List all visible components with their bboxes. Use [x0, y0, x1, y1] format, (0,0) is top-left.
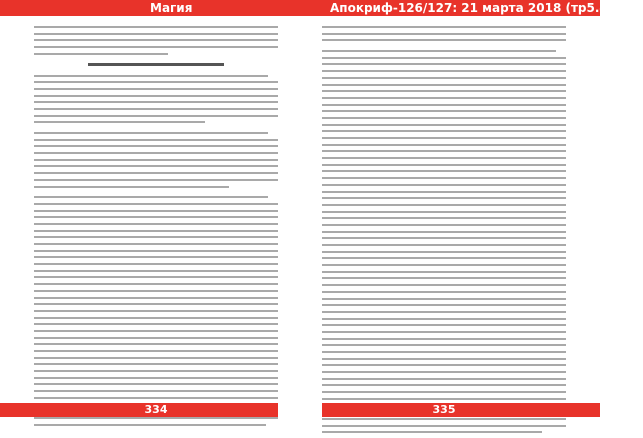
text-line [34, 75, 268, 77]
text-line [34, 283, 278, 285]
text-line [322, 425, 566, 427]
text-line [34, 115, 278, 117]
footer-right-bar [566, 403, 600, 417]
text-line [34, 39, 278, 41]
text-line [322, 50, 556, 52]
text-line [34, 152, 278, 154]
text-line [322, 191, 566, 193]
text-line [34, 139, 278, 141]
text-line [322, 418, 566, 420]
text-line [322, 70, 566, 72]
text-line [34, 337, 278, 339]
text-line [322, 391, 566, 393]
text-line [322, 291, 566, 293]
text-line [34, 88, 278, 90]
text-line [322, 77, 566, 79]
text-line [322, 324, 566, 326]
text-line [322, 304, 566, 306]
text-line [322, 351, 566, 353]
text-line [34, 101, 278, 103]
text-line [322, 33, 566, 35]
text-line [322, 144, 566, 146]
text-line [322, 63, 566, 65]
text-line [322, 224, 566, 226]
text-line [34, 377, 278, 379]
text-line [34, 250, 278, 252]
text-line [34, 303, 278, 305]
text-line [34, 370, 278, 372]
text-line [322, 97, 566, 99]
text-line [322, 157, 566, 159]
text-line [322, 284, 566, 286]
text-line [322, 271, 566, 273]
page-number-right: 335 [322, 403, 566, 417]
text-line [322, 110, 566, 112]
text-line [322, 130, 566, 132]
text-line [322, 170, 566, 172]
text-line [34, 256, 278, 258]
text-line [322, 264, 566, 266]
text-line [34, 132, 268, 134]
text-line [34, 263, 278, 265]
text-line [34, 357, 278, 359]
text-line [322, 117, 566, 119]
text-line [34, 95, 278, 97]
text-line [322, 57, 566, 59]
text-line [34, 186, 229, 188]
text-line [34, 276, 278, 278]
text-line [322, 431, 542, 433]
text-line [322, 364, 566, 366]
text-line [322, 90, 566, 92]
right-text-column [322, 26, 566, 438]
text-line [34, 46, 278, 48]
text-line [322, 164, 566, 166]
text-line [322, 244, 566, 246]
text-line [34, 363, 278, 365]
text-line [322, 150, 566, 152]
left-text-column [34, 26, 278, 430]
text-line [34, 108, 278, 110]
text-line [34, 216, 278, 218]
text-line [34, 390, 278, 392]
text-line [34, 317, 278, 319]
text-line [34, 159, 278, 161]
text-line [322, 257, 566, 259]
text-line [34, 350, 278, 352]
text-line [322, 398, 566, 400]
text-line [322, 338, 566, 340]
text-line [34, 165, 278, 167]
text-line [34, 310, 278, 312]
header-right-title: Апокриф-126/127: 21 марта 2018 (тр5.4 е.л.) [330, 1, 643, 15]
text-line [322, 211, 566, 213]
text-line [322, 124, 566, 126]
text-line [322, 197, 566, 199]
text-line [34, 397, 278, 399]
text-line [34, 26, 278, 28]
text-line [322, 26, 566, 28]
text-line [34, 203, 278, 205]
text-line [322, 137, 566, 139]
page-number-left: 334 [34, 403, 278, 417]
text-line [322, 311, 566, 313]
text-line [34, 297, 278, 299]
text-line [34, 343, 278, 345]
text-line [34, 236, 278, 238]
text-line [34, 172, 278, 174]
text-line [34, 53, 168, 55]
text-line [322, 344, 566, 346]
text-line [322, 298, 566, 300]
text-line [34, 223, 278, 225]
text-line [34, 424, 266, 426]
footer-left-bar [0, 403, 34, 417]
text-line [34, 270, 278, 272]
text-line [322, 371, 566, 373]
text-line [34, 179, 278, 181]
text-line [88, 63, 225, 65]
text-line [322, 104, 566, 106]
text-line [322, 318, 566, 320]
text-line [34, 383, 278, 385]
text-line [322, 378, 566, 380]
text-line [34, 417, 278, 419]
header-left-title: Магия [150, 1, 193, 15]
text-line [322, 237, 566, 239]
text-line [322, 331, 566, 333]
text-line [34, 33, 278, 35]
text-line [322, 204, 566, 206]
text-line [34, 290, 278, 292]
text-line [322, 84, 566, 86]
text-line [34, 323, 278, 325]
text-line [322, 39, 566, 41]
text-line [322, 184, 566, 186]
text-line [322, 277, 566, 279]
text-line [322, 251, 566, 253]
text-line [34, 330, 278, 332]
text-line [34, 210, 278, 212]
text-line [322, 217, 566, 219]
text-line [322, 231, 566, 233]
text-line [322, 358, 566, 360]
text-line [322, 384, 566, 386]
text-line [34, 230, 278, 232]
text-line [322, 177, 566, 179]
text-line [34, 81, 278, 83]
text-line [34, 145, 278, 147]
text-line [34, 196, 268, 198]
text-line [34, 121, 205, 123]
text-line [34, 243, 278, 245]
